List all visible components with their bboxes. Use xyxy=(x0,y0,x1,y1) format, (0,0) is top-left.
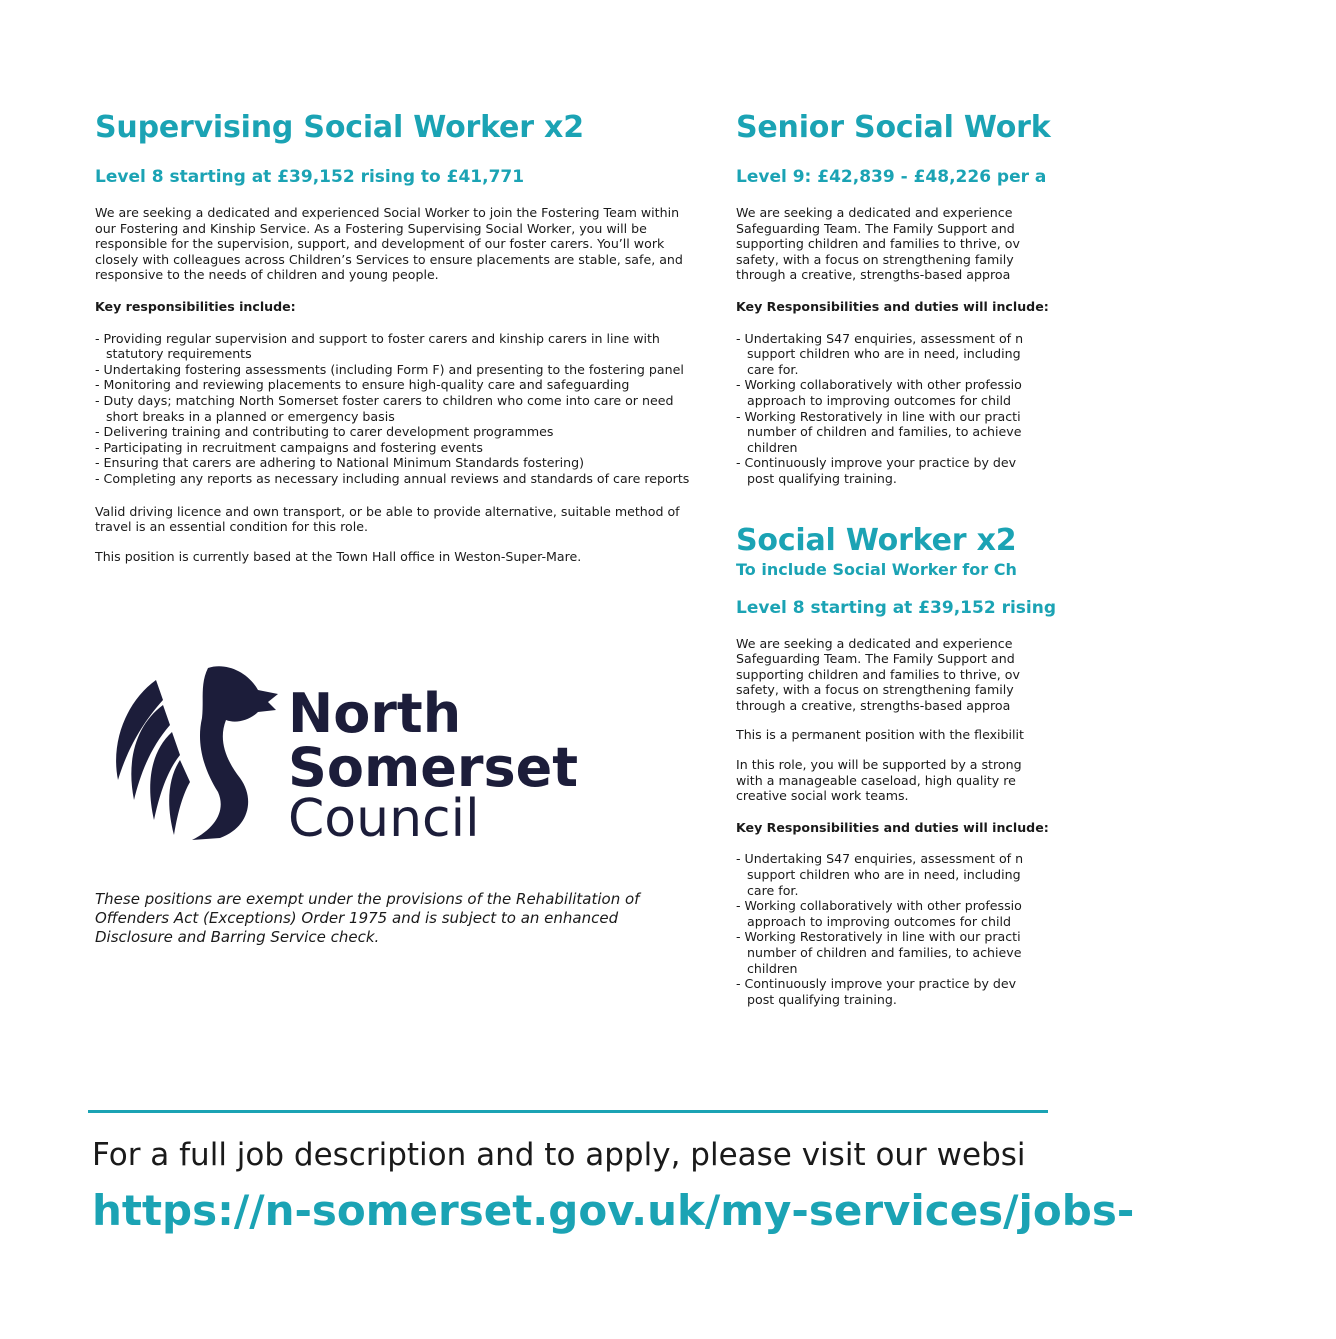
council-logo xyxy=(108,660,578,850)
list-item: - Working Restoratively in line with our practi number of children and families, to achieve children xyxy=(736,929,1022,976)
list-item: - Delivering training and contributing to carer development programmes xyxy=(95,424,554,440)
driving-requirement: Valid driving licence and own transport, or be able to provide alternative, suitable method of travel is an essential condition for this role. xyxy=(95,503,680,535)
list-item: - Completing any reports as necessary including annual reviews and standards of care reports xyxy=(95,470,690,486)
job-title-social-worker: Social Worker x2 xyxy=(736,522,1017,558)
dragon-emblem-icon xyxy=(108,660,578,850)
list-item: - Undertaking S47 enquiries, assessment of n support children who are in need, including care for. xyxy=(736,851,1024,898)
salary-social-worker: Level 8 starting at £39,152 rising xyxy=(736,597,1057,618)
social-worker-responsibilities-list xyxy=(736,851,1036,1007)
social-worker-subtitle: To include Social Worker for Ch xyxy=(736,559,1017,579)
responsibilities-list xyxy=(95,331,695,487)
social-worker-responsibilities-heading: Key Responsibilities and duties will include: xyxy=(736,819,1049,835)
job-title-senior: Senior Social Work xyxy=(736,110,1051,145)
logo-line-somerset: Somerset xyxy=(288,736,579,799)
footer-url-link[interactable]: https://n-somerset.gov.uk/my-services/jobs- xyxy=(92,1186,1135,1235)
logo-line-north: North xyxy=(288,682,462,745)
responsibilities-heading: Key responsibilities include: xyxy=(95,298,296,314)
intro-paragraph: We are seeking a dedicated and experienced Social Worker to join the Fostering Team within our Fostering and Kinship Service. As a Fostering Supervising Social Worker, you will be responsible for the supervision, support, and development of our foster carers. You’ll work closely with colleagues across Children’s Services to ensure placements are stable, safe, and responsive to the needs of children and young people. xyxy=(95,205,683,283)
job-title-supervising: Supervising Social Worker x2 xyxy=(95,110,584,145)
logo-line-council: Council xyxy=(288,789,480,849)
list-item: - Continuously improve your practice by dev post qualifying training. xyxy=(736,455,1017,486)
support-note: In this role, you will be supported by a strong with a manageable caseload, high quality re creative social work teams. xyxy=(736,757,1022,804)
senior-responsibilities-heading: Key Responsibilities and duties will include: xyxy=(736,298,1049,314)
list-item: - Undertaking S47 enquiries, assessment of n support children who are in need, including care for. xyxy=(736,330,1024,377)
list-item: - Working collaboratively with other professio approach to improving outcomes for child xyxy=(736,377,1022,408)
list-item: - Duty days; matching North Somerset foster carers to children who come into care or need short breaks in a planned or emergency basis xyxy=(95,392,674,424)
senior-intro: We are seeking a dedicated and experience Safeguarding Team. The Family Support and supporting children and families to thrive, ov safety, with a focus on strengthening family through a creative, strengths-based approa xyxy=(736,205,1020,283)
list-item: - Ensuring that carers are adhering to National Minimum Standards fostering) xyxy=(95,455,585,471)
list-item: - Undertaking fostering assessments (including Form F) and presenting to the fostering panel xyxy=(95,361,684,377)
list-item: - Continuously improve your practice by dev post qualifying training. xyxy=(736,976,1017,1007)
disclaimer-text: These positions are exempt under the provisions of the Rehabilitation of Offenders Act (Exceptions) Order 1975 and is subject to an enhanced Disclosure and Barring Service check. xyxy=(95,890,640,946)
list-item: - Working collaboratively with other professio approach to improving outcomes for child xyxy=(736,898,1022,929)
location-note: This position is currently based at the Town Hall office in Weston-Super-Mare. xyxy=(95,548,582,564)
right-column xyxy=(736,108,1336,1007)
senior-responsibilities-list xyxy=(736,331,1036,487)
footer-divider xyxy=(88,1110,1048,1113)
list-item: - Working Restoratively in line with our practi number of children and families, to achieve children xyxy=(736,408,1022,455)
social-worker-intro: We are seeking a dedicated and experience Safeguarding Team. The Family Support and supporting children and families to thrive, ov safety, with a focus on strengthening family through a creative, strengths-based approa xyxy=(736,635,1020,713)
list-item: - Providing regular supervision and support to foster carers and kinship carers in line with statutory requirements xyxy=(95,330,660,362)
permanent-note: This is a permanent position with the flexibilit xyxy=(736,727,1024,743)
list-item: - Participating in recruitment campaigns and fostering events xyxy=(95,439,483,455)
list-item: - Monitoring and reviewing placements to ensure high-quality care and safeguarding xyxy=(95,377,630,393)
salary-supervising: Level 8 starting at £39,152 rising to £41,771 xyxy=(95,167,525,187)
left-column xyxy=(95,108,695,564)
salary-senior: Level 9: £42,839 - £48,226 per a xyxy=(736,167,1047,187)
footer-instruction: For a full job description and to apply, please visit our websi xyxy=(92,1137,1026,1173)
